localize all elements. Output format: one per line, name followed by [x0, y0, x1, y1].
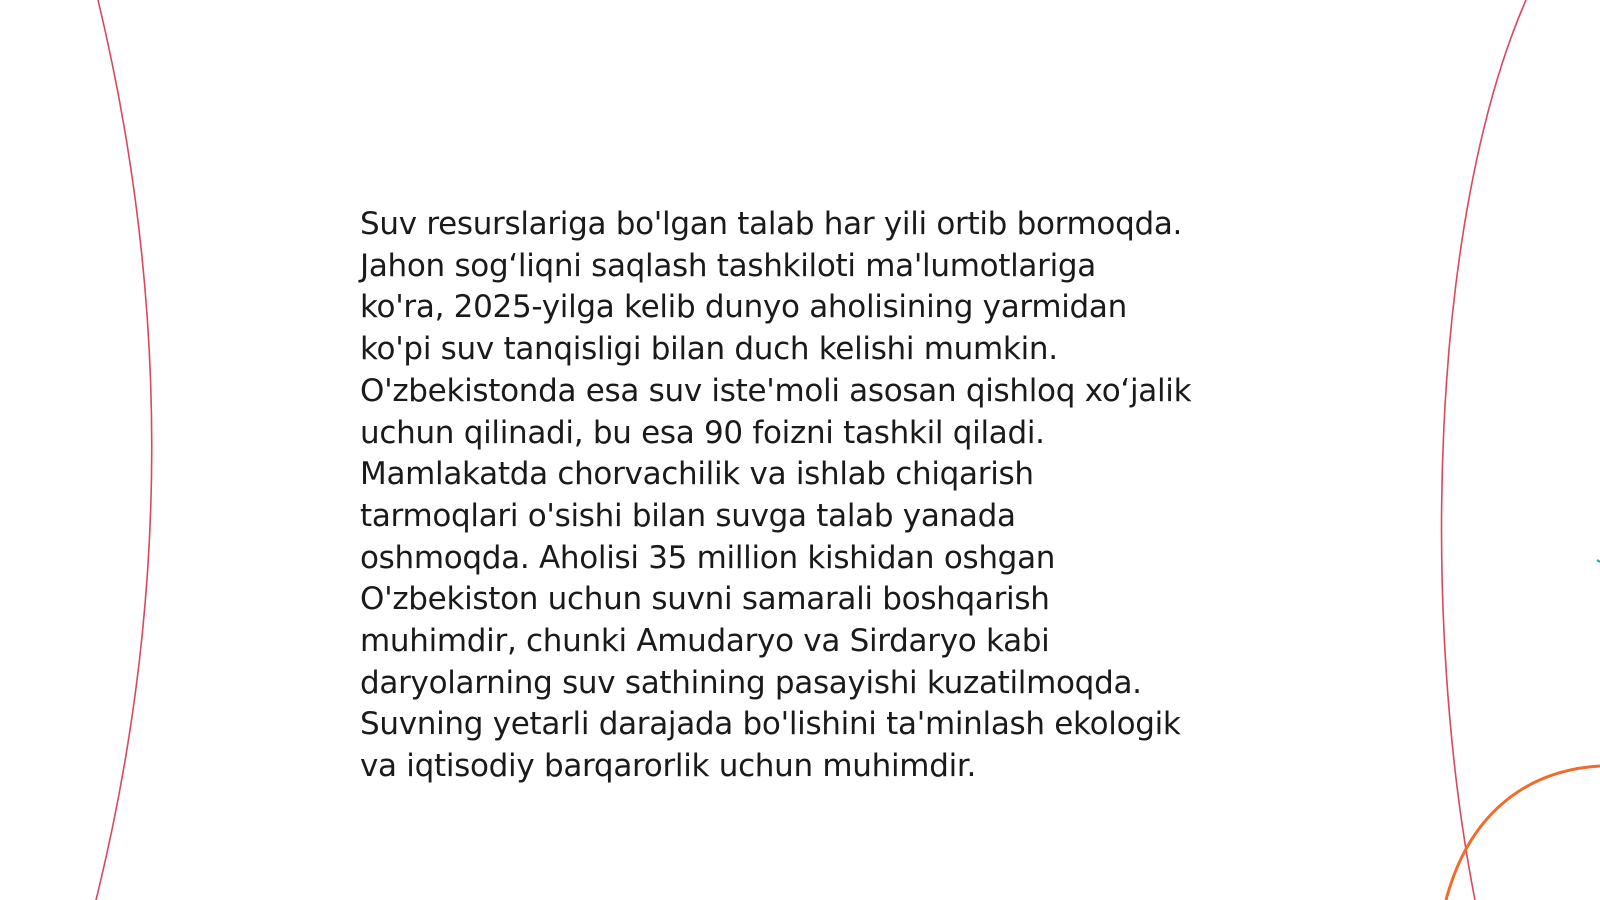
right-curve-decoration — [1442, 0, 1526, 900]
paragraph-line: O'zbekiston uchun suvni samarali boshqarish — [360, 581, 1050, 618]
left-curve-decoration — [96, 0, 152, 900]
paragraph-line: ko'ra, 2025-yilga kelib dunyo aholisining yarmidan — [360, 289, 1127, 326]
paragraph-line: daryolarning suv sathining pasayishi kuzatilmoqda. — [360, 664, 1142, 701]
paragraph-line: muhimdir, chunki Amudaryo va Sirdaryo kabi — [360, 623, 1050, 660]
paragraph-line: uchun qilinadi, bu esa 90 foizni tashkil qiladi. — [360, 414, 1045, 451]
paragraph-line: O'zbekistonda esa suv iste'moli asosan qishloq xo‘jalik — [360, 372, 1192, 409]
paragraph-line: oshmoqda. Aholisi 35 million kishidan oshgan — [360, 539, 1056, 576]
orange-arc-decoration — [1446, 766, 1600, 900]
paragraph-line: va iqtisodiy barqarorlik uchun muhimdir. — [360, 748, 977, 785]
paragraph-line: ko'pi suv tanqisligi bilan duch kelishi mumkin. — [360, 331, 1058, 368]
paragraph-line: Mamlakatda chorvachilik va ishlab chiqarish — [360, 456, 1034, 493]
paragraph-line: Suv resurslariga bo'lgan talab har yili ortib bormoqda. — [360, 206, 1183, 242]
paragraph-line: tarmoqlari o'sishi bilan suvga talab yanada — [360, 497, 1016, 534]
paragraph-line: Suvning yetarli darajada bo'lishini ta'minlash ekologik — [360, 706, 1181, 743]
body-paragraph — [360, 204, 1260, 788]
paragraph-line: Jahon sog‘liqni saqlash tashkiloti ma'lumotlariga — [360, 247, 1096, 284]
